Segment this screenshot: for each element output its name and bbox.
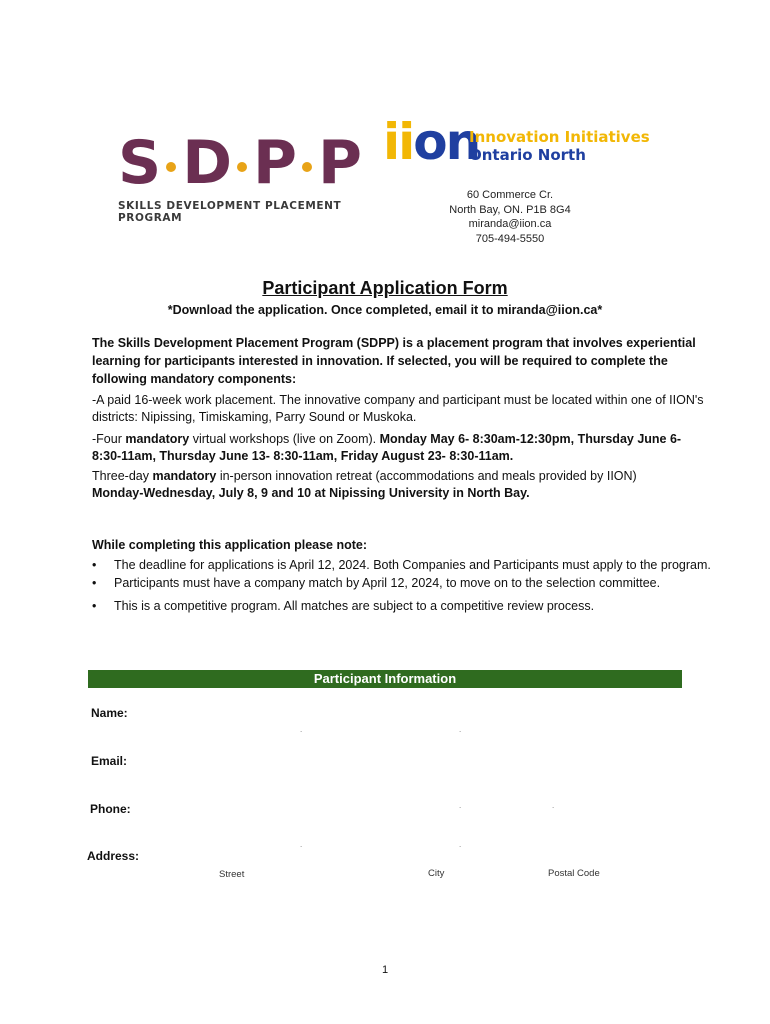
city-field[interactable]: . xyxy=(459,840,462,849)
address-label: Address: xyxy=(87,849,140,863)
name-label: Name: xyxy=(91,706,128,720)
component-workshops xyxy=(92,431,707,465)
email-label: Email: xyxy=(91,754,128,768)
contact-email: miranda@iion.ca xyxy=(468,218,552,230)
name-field-last[interactable]: . xyxy=(459,725,462,734)
iion-logo xyxy=(383,112,650,172)
sdpp-dot-icon xyxy=(237,162,247,172)
list-item: • Participants must have a company match by April 12, 2024, to move on to the selection committee. xyxy=(92,574,732,592)
contact-phone: 705-494-5550 xyxy=(475,232,545,245)
retreat-dates: Monday-Wednesday, July 8, 9 and 10 at Nipissing University in North Bay. xyxy=(92,486,530,500)
sdpp-dot-icon xyxy=(166,162,176,172)
sdpp-subtitle: SKILLS DEVELOPMENT PLACEMENT PROGRAM xyxy=(118,200,342,224)
component-placement: -A paid 16-week work placement. The innovative company and participant must be located within one of IION's districts: Nipissing, Timiskaming, Parry Sound or Muskoka. xyxy=(92,393,704,424)
sdpp-letter-s: S xyxy=(118,128,161,198)
notes-heading: While completing this application please note: xyxy=(92,538,368,552)
workshops-mandatory: mandatory xyxy=(125,432,190,446)
workshops-dates: Monday May 6- 8:30am-12:30pm, Thursday June 6- 8:30-11am, Thursday June 13- 8:30-11am, Friday August 23- 8:30-11am. xyxy=(92,432,682,463)
iion-mark xyxy=(383,114,479,170)
page-number: 1 xyxy=(381,964,389,976)
retreat-mandatory: mandatory xyxy=(152,469,217,483)
city-caption: City xyxy=(428,868,445,879)
iion-mark-on: on xyxy=(413,113,480,171)
sdpp-wordmark xyxy=(118,128,378,198)
section-header-participant-info: Participant Information xyxy=(88,670,682,688)
phone-label: Phone: xyxy=(90,802,131,816)
sdpp-letter-p2: P xyxy=(318,128,361,198)
street-field[interactable]: . xyxy=(300,840,303,849)
list-item: • The deadline for applications is April 12, 2024. Both Companies and Participants must apply to the program. xyxy=(92,556,732,574)
sdpp-logo xyxy=(118,128,378,224)
street-caption: Street xyxy=(219,869,245,880)
retreat-mid: in-person innovation retreat (accommodations and meals provided by IION) xyxy=(216,469,637,483)
iion-tagline-2: Ontario North xyxy=(469,146,586,164)
page-subtitle: *Download the application. Once completed, email it to miranda@iion.ca* xyxy=(167,303,603,317)
iion-mark-ii: ii xyxy=(383,113,414,171)
contact-address-2: North Bay, ON. P1B 8G4 xyxy=(449,203,571,216)
contact-block xyxy=(440,188,580,246)
sdpp-dot-icon xyxy=(302,162,312,172)
intro-paragraph: The Skills Development Placement Program (SDPP) is a placement program that involves experiential learning for participants interested in innovation. If selected, you will be required to complete the following mandatory components: xyxy=(92,336,696,386)
phone-field-2[interactable]: . xyxy=(552,801,555,810)
iion-tagline-1: Innovation Initiatives xyxy=(469,128,650,146)
workshops-pre: -Four xyxy=(92,432,126,446)
retreat-pre: Three-day xyxy=(92,469,153,483)
sdpp-letter-p1: P xyxy=(253,128,297,198)
phone-field-1[interactable]: . xyxy=(459,801,462,810)
postal-code-caption: Postal Code xyxy=(548,868,600,879)
list-item: • This is a competitive program. All matches are subject to a competitive review process. xyxy=(92,597,732,615)
sdpp-letter-d: D xyxy=(182,128,232,198)
page-title: Participant Application Form xyxy=(262,278,508,298)
name-field-first[interactable]: . xyxy=(300,725,303,734)
workshops-mid: virtual workshops (live on Zoom). xyxy=(189,432,380,446)
component-retreat xyxy=(92,468,707,502)
notes-list xyxy=(92,556,732,615)
contact-address-1: 60 Commerce Cr. xyxy=(466,189,554,201)
